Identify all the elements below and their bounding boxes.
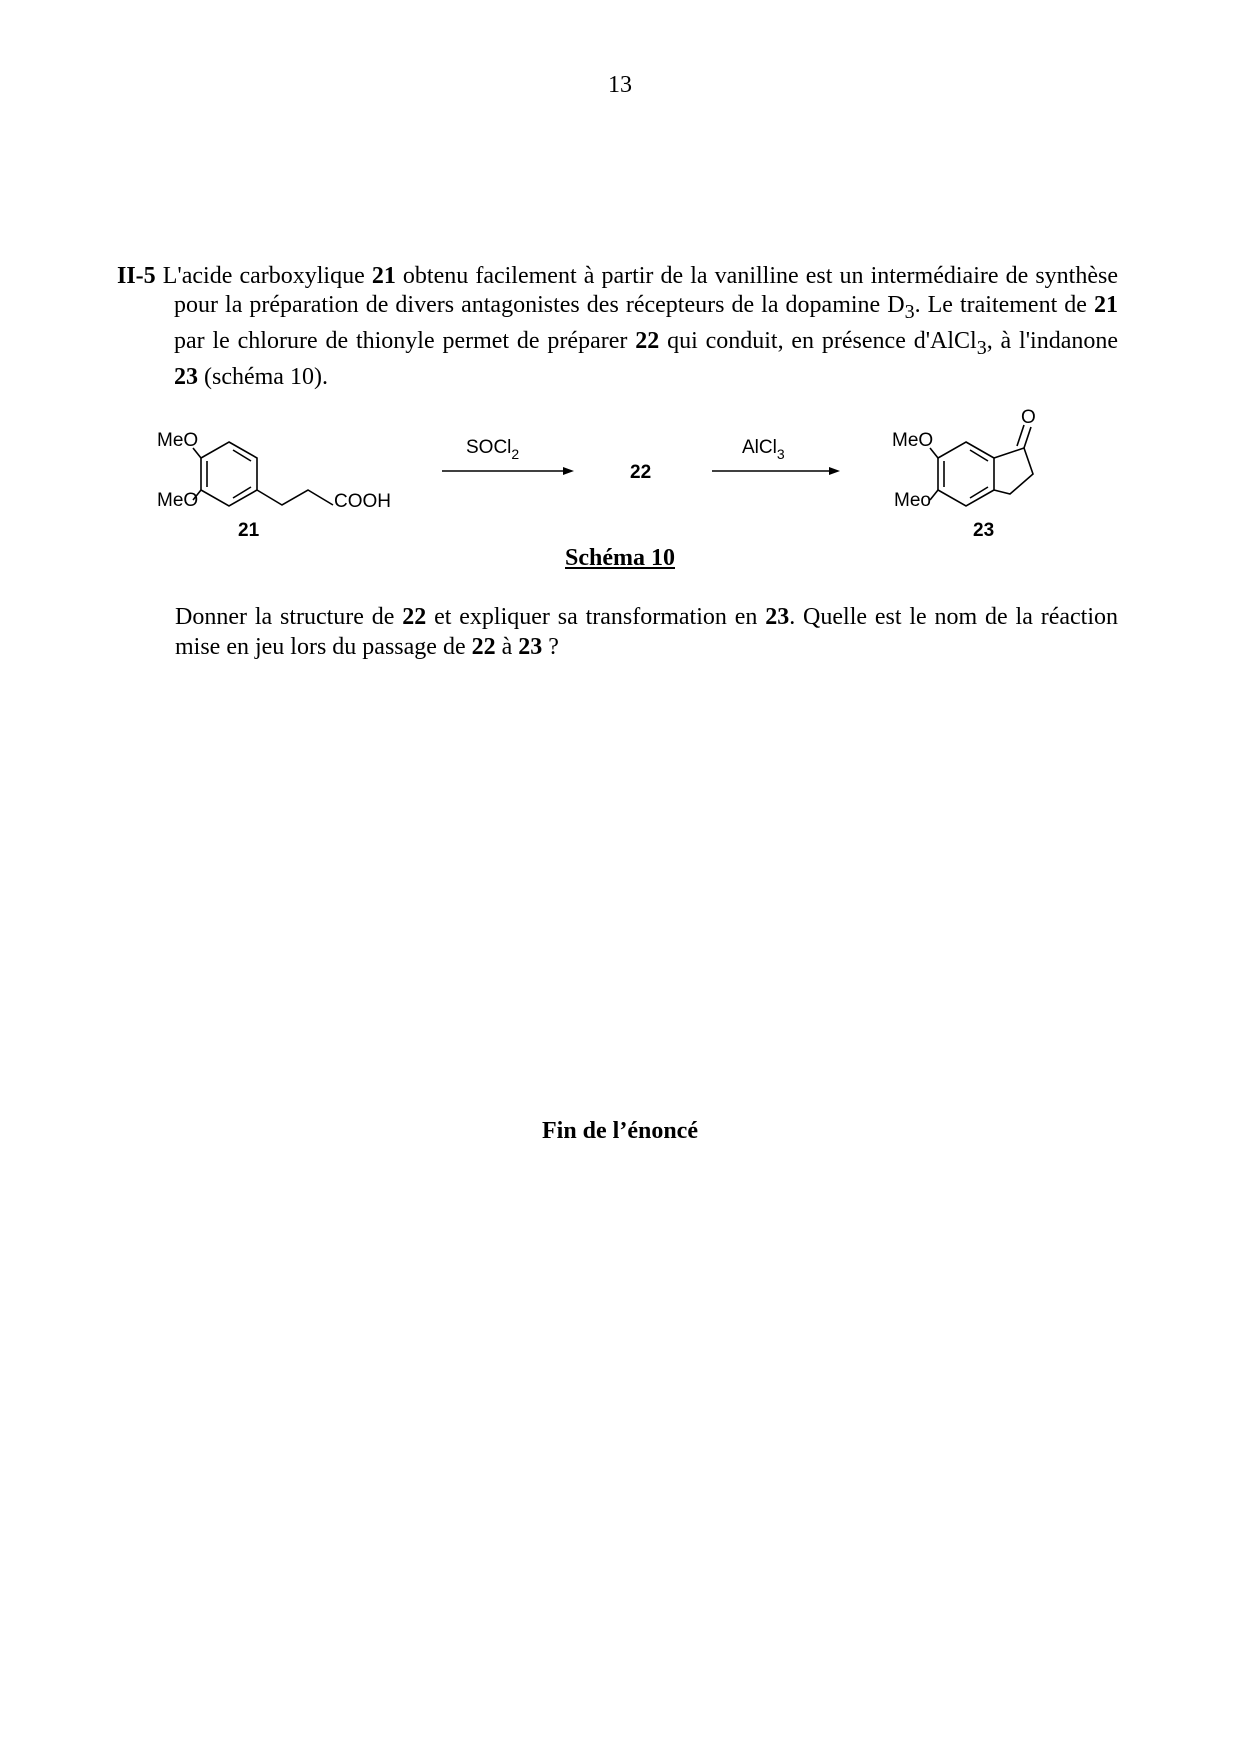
double-bond <box>970 450 988 461</box>
meo-bottom-23: Meo <box>894 490 931 511</box>
compound-ref: 21 <box>1094 292 1118 318</box>
question-text: par le chlorure de thionyle permet de préparer <box>174 327 636 354</box>
subscript: 3 <box>904 300 915 323</box>
question-text: obtenu facilement à partir de la vanilline est un intermédiaire de synthèse pour la préparation de divers antagonistes des récepteurs de la dopamine D <box>174 263 1118 318</box>
carbonyl-bond <box>1024 427 1031 448</box>
propyl-chain <box>257 490 333 505</box>
carbonyl-oxygen: O <box>1021 407 1036 428</box>
question-prompt: Donner la structure de 22 et expliquer sa transformation en 23. Quelle est le nom de la réaction mise en jeu lors du passage de 22 à 23 ? <box>175 604 1118 660</box>
compound-ref: 22 <box>402 604 427 630</box>
reaction-scheme <box>157 404 1036 544</box>
arrow-2-head <box>829 467 840 475</box>
benzene-ring-21 <box>201 442 257 506</box>
compound-ref: 22 <box>635 327 660 354</box>
cyclopentanone-ring <box>994 448 1033 494</box>
compound-21-label: 21 <box>238 520 260 541</box>
carbonyl-bond <box>1017 425 1024 446</box>
bond-meo-bottom <box>930 490 938 500</box>
reagent-alcl3: AlCl$_3$ <box>742 437 785 462</box>
question-text: (schéma 10). <box>198 363 328 390</box>
double-bond <box>970 487 988 498</box>
arrow-1-head <box>563 467 574 475</box>
compound-ref: 23 <box>174 363 198 390</box>
compound-ref: 22 <box>471 634 496 660</box>
compound-ref: 23 <box>765 604 790 630</box>
meo-top-21: MeO <box>157 430 199 451</box>
question-text: qui conduit, en présence d'AlCl <box>659 327 977 354</box>
compound-23-structure <box>930 425 1033 506</box>
question-text: L'acide carboxylique <box>155 263 372 289</box>
subscript: 3 <box>976 336 987 359</box>
double-bond <box>233 487 251 498</box>
question-paragraph <box>117 262 1118 392</box>
end-of-statement: Fin de l’énoncé <box>542 1118 698 1144</box>
question-id: II-5 <box>117 263 156 289</box>
meo-bottom-21: MeO <box>157 490 199 511</box>
compound-23-label: 23 <box>973 520 995 541</box>
scheme-caption: Schéma 10 <box>565 545 675 571</box>
cooh-group: COOH <box>334 491 391 512</box>
compound-ref: 21 <box>371 263 396 289</box>
reagent-socl2: SOCl$_2$ <box>466 437 520 462</box>
question-text: , à l'indanone <box>986 327 1119 354</box>
double-bond <box>233 450 251 461</box>
meo-top-23: MeO <box>892 430 934 451</box>
question-text: . Le traitement de <box>914 292 1094 318</box>
compound-21-structure <box>193 442 333 506</box>
question-block <box>117 262 1118 392</box>
benzene-ring-23 <box>938 442 994 506</box>
compound-22-label: 22 <box>630 462 652 483</box>
compound-ref: 23 <box>518 634 543 660</box>
page-number: 13 <box>608 72 632 98</box>
scheme-svg <box>157 404 1036 544</box>
